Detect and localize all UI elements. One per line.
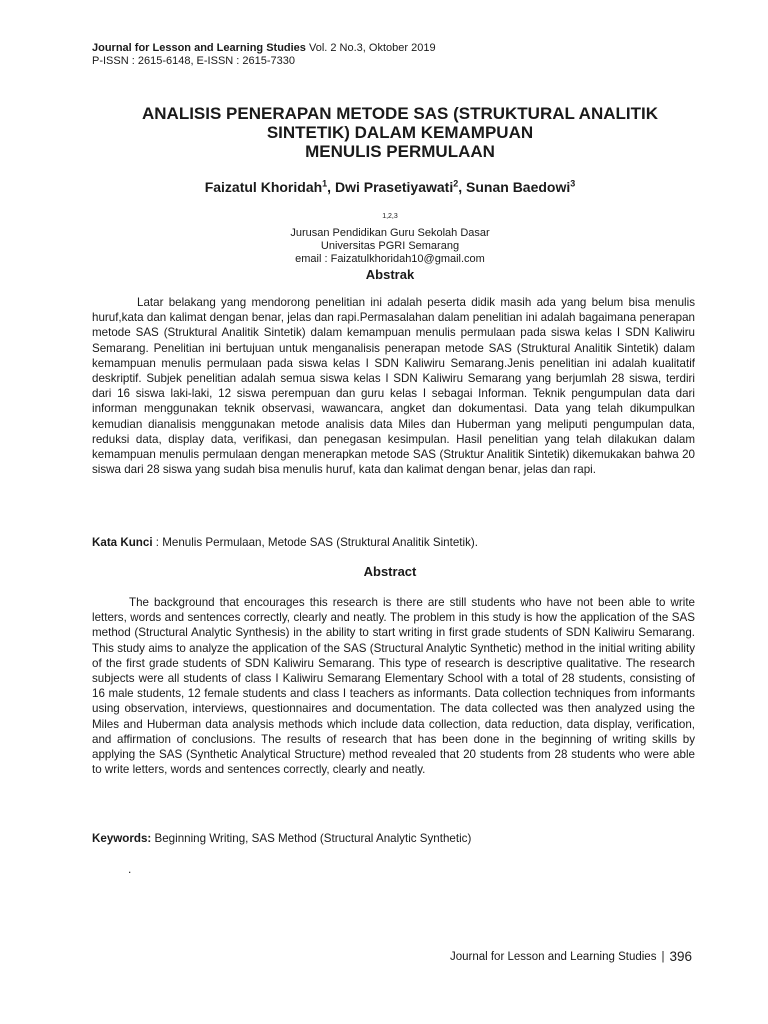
keywords bbox=[92, 832, 695, 845]
author-name: Sunan Baedowi bbox=[466, 178, 571, 195]
department-text: Jurusan Pendidikan Guru Sekolah Dasar bbox=[290, 226, 490, 239]
page-number: 396 bbox=[669, 949, 692, 964]
affiliation-sup: 1,2,3 bbox=[382, 213, 398, 220]
title-line-1: ANALISIS PENERAPAN METODE SAS (STRUKTURAL ANALITIK bbox=[141, 104, 658, 123]
abstrak-heading: Abstrak bbox=[365, 267, 415, 282]
author-affil-sup: 3 bbox=[570, 178, 576, 188]
stray-dot: . bbox=[128, 862, 132, 876]
page-footer bbox=[450, 949, 692, 964]
journal-header bbox=[92, 42, 436, 68]
author-1 bbox=[205, 179, 335, 195]
abstract-body: The background that encourages this research is there are still students who have not been able to write letters, words and sentences correctly, clearly and neatly. The problem in this study is how the application of the SAS method (Structural Analytic Synthesis) in the ability to start writing in first grade students of SDN Kaliwiru Semarang. This study aims to analyze the application of the SAS (Structural Analytic Synthetic) method in the initial writing ability of the first grade students of SDN Kaliwiru Semarang. This type of research is descriptive qualitative. The research subjects were all students of class I Kaliwiru Semarang Elementary School with a total of 28 students, consisting of 16 male students, 12 female students and class I teachers as informants. Data collection techniques from informants using observation, interviews, questionnaires and documentation. The data collected was then analyzed using the Miles and Huberman data analysis methods which include data collection, data reduction, data display, verification, and affirmation of conclusions. The results of research that has been done in the beginning of writing skills by applying the SAS (Synthetic Analytical Structure) method revealed that 20 students from 28 students who were able to write letters, words and sentences correctly, clearly and neatly. bbox=[92, 596, 695, 777]
author-2 bbox=[335, 179, 466, 195]
affiliation-email: email : Faizatulkhoridah10@gmail.com bbox=[295, 252, 485, 265]
journal-citation bbox=[92, 42, 436, 55]
author-3 bbox=[466, 179, 575, 195]
kata-kunci-text: : Menulis Permulaan, Metode SAS (Struktural Analitik Sintetik). bbox=[152, 536, 478, 549]
journal-issue: Vol. 2 No.3, Oktober 2019 bbox=[305, 42, 436, 54]
author-affil-sup: 2 bbox=[453, 178, 459, 188]
abstract-heading: Abstract bbox=[363, 564, 417, 579]
affiliation-department bbox=[92, 210, 688, 240]
kata-kunci bbox=[92, 536, 695, 549]
footer-journal-name: Journal for Lesson and Learning Studies bbox=[449, 950, 657, 963]
title-line-3: MENULIS PERMULAAN bbox=[305, 142, 495, 161]
affiliation-university: Universitas PGRI Semarang bbox=[320, 239, 460, 252]
author-list bbox=[92, 178, 688, 195]
author-name: Dwi Prasetiyawati bbox=[334, 178, 454, 195]
author-affil-sup: 1 bbox=[322, 178, 328, 188]
author-separator: , bbox=[327, 178, 335, 195]
title-line-2: SINTETIK) DALAM KEMAMPUAN bbox=[266, 123, 534, 142]
author-separator: , bbox=[458, 178, 467, 195]
journal-name: Journal for Lesson and Learning Studies bbox=[92, 42, 306, 54]
affiliation-block bbox=[92, 210, 688, 266]
author-name: Faizatul Khoridah bbox=[204, 178, 323, 195]
kata-kunci-label: Kata Kunci bbox=[92, 536, 153, 549]
abstrak-body: Latar belakang yang mendorong penelitian ini adalah peserta didik masih ada yang belum bisa menulis huruf,kata dan kalimat dengan benar, jelas dan rapi.Permasalahan dalam penelitian ini adalah bagaimana penerapan metode SAS (Struktural Analitik Sintetik) dalam kemampuan menulis permulaan pada siswa kelas I SDN Kaliwiru Semarang. Penelitian ini bertujuan untuk menganalisis penerapan metode SAS (Struktural Analitik Sintetik) dalam kemampuan menulis permulaan pada siswa kelas I SDN Kaliwiru Semarang.Jenis penelitian ini adalah kualitatif deskriptif. Subjek penelitian adalah semua siswa kelas I SDN Kaliwiru Semarang yang berjumlah 28 siswa, terdiri dari 16 siswa laki-laki, 12 siswa perempuan dan guru kelas I sebagai Informan. Teknik pengumpulan data dari informan menggunakan teknik observasi, wawancara, angket dan dokumentasi. Data yang telah dikumpulkan kemudian dianalisis menggunakan metode analisis data Miles dan Huberman yang meliputi pengumpulan data, reduksi data, display data, verifikasi, dan penegasan kesimpulan. Hasil penelitian yang telah dilakukan dalam kemampuan menulis permulaan dengan menerapkan metode SAS (Struktur Analitik Sintetik) dikemukakan bahwa 20 siswa dari 28 siswa yang sudah bisa menulis huruf, kata dan kalimat dengan benar, jelas dan rapi. bbox=[92, 296, 695, 477]
paper-title bbox=[120, 104, 680, 161]
journal-issn: P-ISSN : 2615-6148, E-ISSN : 2615-7330 bbox=[92, 55, 296, 67]
footer-separator: | bbox=[661, 950, 665, 963]
keywords-label: Keywords: bbox=[92, 832, 152, 845]
keywords-text: Beginning Writing, SAS Method (Structural Analytic Synthetic) bbox=[151, 832, 472, 845]
